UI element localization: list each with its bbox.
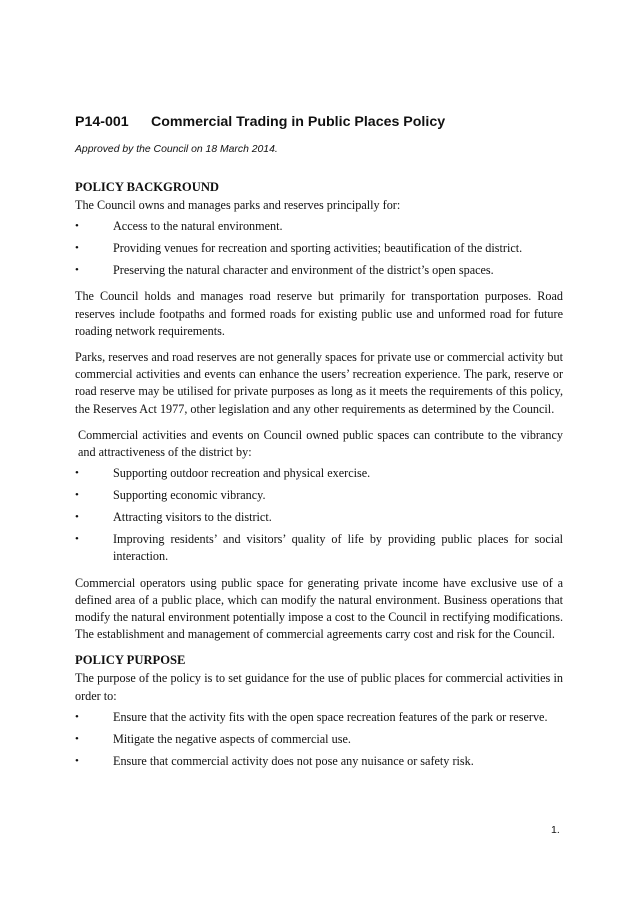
bullet-icon: • [75, 220, 79, 233]
list-item: • Supporting outdoor recreation and physical exercise. [75, 465, 563, 482]
list-item: • Access to the natural environment. [75, 218, 563, 235]
bullet-icon: • [75, 754, 79, 767]
bullet-icon: • [75, 489, 79, 502]
document-body [75, 113, 563, 779]
list-item: • Supporting economic vibrancy. [75, 487, 563, 504]
bullet-list-contributions [75, 465, 563, 565]
bullet-icon: • [75, 264, 79, 277]
bullet-icon: • [75, 242, 79, 255]
purpose-intro: The purpose of the policy is to set guidance for the use of public places for commercial activities in order to: [75, 671, 563, 703]
list-item: • Ensure that commercial activity does not pose any nuisance or safety risk. [75, 753, 563, 770]
approval-note: Approved by the Council on 18 March 2014. [75, 144, 278, 155]
list-item: • Providing venues for recreation and sporting activities; beautification of the district. [75, 240, 563, 257]
list-item: • Improving residents’ and visitors’ quality of life by providing public places for social interaction. [75, 532, 563, 564]
bullet-list-aims [75, 709, 563, 770]
bullet-list-purposes [75, 218, 563, 279]
page-number: 1. [551, 824, 560, 836]
bullet-icon: • [75, 511, 79, 524]
document-title [75, 113, 563, 131]
bullet-icon: • [75, 467, 79, 480]
background-intro: The Council owns and manages parks and reserves principally for: [75, 198, 401, 212]
bullet-icon: • [75, 533, 79, 546]
bullet-icon: • [75, 710, 79, 723]
section-heading-background: POLICY BACKGROUND [75, 180, 220, 194]
list-item: • Attracting visitors to the district. [75, 509, 563, 526]
policy-code: P14-001 [75, 114, 129, 130]
paragraph-commercial-operators: Commercial operators using public space for generating private income have exclusive use of a defined area of a public place, which can modify the natural environment. Business operations that modify the natural environment potentially impose a cost to the Council in rectifying modifications. The establishment and management of commercial agreements carry cost and risk for the Council. [75, 575, 563, 642]
paragraph-road-reserve: The Council holds and manages road reserve but primarily for transportation purposes. Road reserves include footpaths and formed roads for existing public use and unformed road for future roading network requirements. [75, 289, 563, 338]
paragraph-parks-reserves: Parks, reserves and road reserves are not generally spaces for private use or commercial activity but commercial activities and events can enhance the users’ recreation experience. The park, reserve or road reserve may be utilised for private purposes as long as it meets the requirements of this policy, the Reserves Act 1977, other legislation and any other requirements as determined by the Council. [75, 350, 563, 416]
list-item: • Ensure that the activity fits with the open space recreation features of the park or reserve. [75, 709, 563, 726]
list-item: • Preserving the natural character and environment of the district’s open spaces. [75, 262, 563, 279]
bullet-icon: • [75, 732, 79, 745]
paragraph-vibrancy: Commercial activities and events on Council owned public spaces can contribute to the vibrancy and attractiveness of the district by: [78, 427, 563, 460]
list-item: • Mitigate the negative aspects of commercial use. [75, 731, 563, 748]
policy-title: Commercial Trading in Public Places Policy [151, 114, 446, 130]
section-heading-purpose: POLICY PURPOSE [75, 653, 186, 668]
